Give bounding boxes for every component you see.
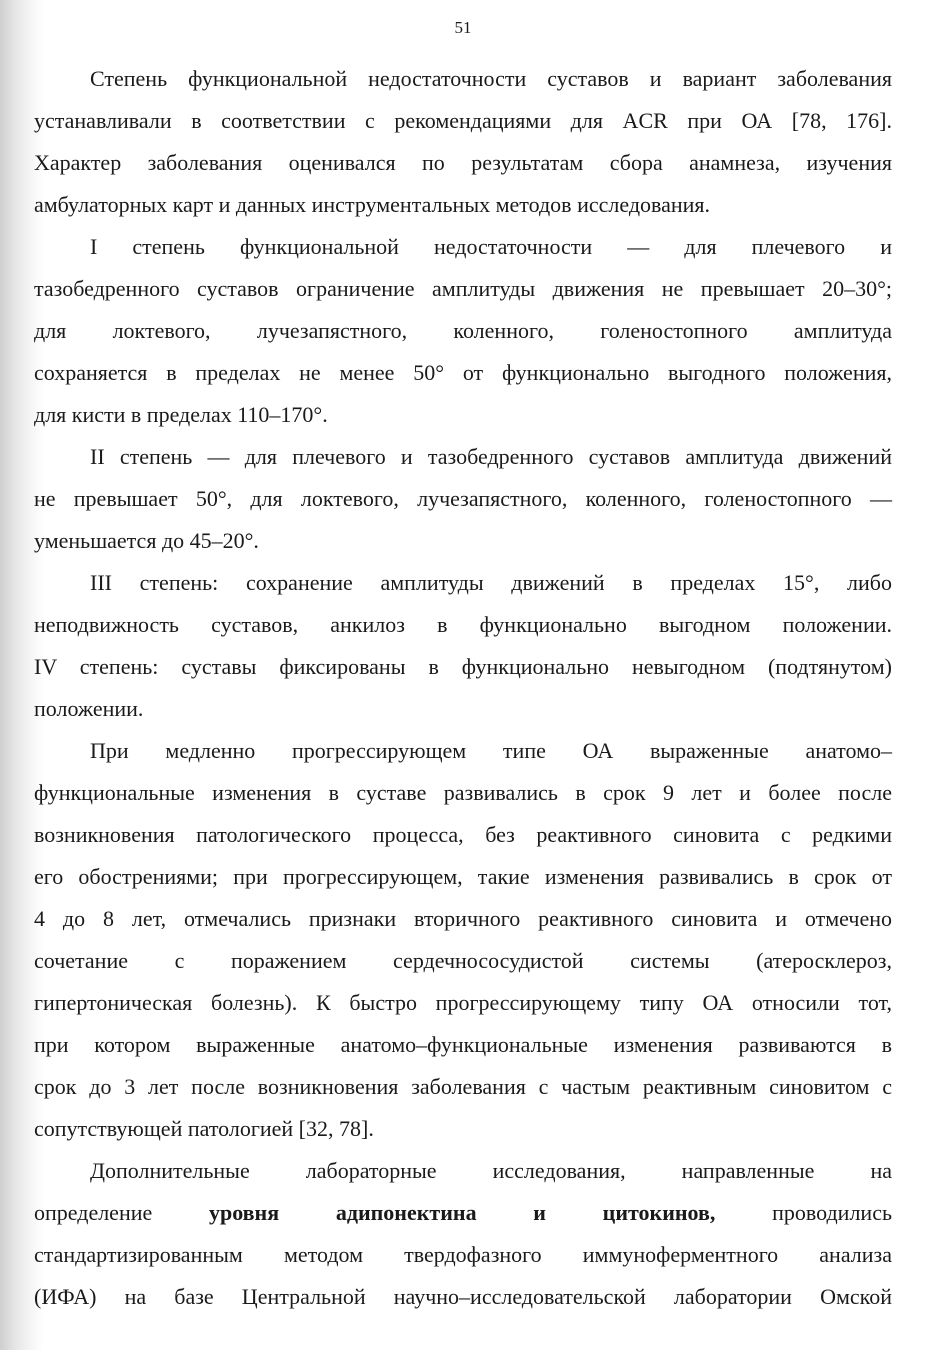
text-line: сопутствующей патологией [32, 78].: [34, 1116, 374, 1141]
text-line: неподвижность суставов, анкилоз в функционально выгодном положении.: [34, 612, 892, 637]
text-line: I степень функциональной недостаточности — для плечевого и: [90, 234, 892, 259]
document-body: [34, 58, 892, 1318]
text-span: проводились: [772, 1200, 892, 1225]
text-span: определение: [34, 1200, 153, 1225]
text-line: не превышает 50°, для локтевого, лучезапястного, коленного, голеностопного —: [34, 486, 892, 511]
paragraph-lab-research: [34, 1150, 892, 1318]
text-line: III степень: сохранение амплитуды движений в пределах 15°, либо: [90, 570, 892, 595]
text-line: сохраняется в пределах не менее 50° от функционально выгодного положения,: [34, 360, 892, 385]
paragraph-disease-types: [34, 730, 892, 1150]
text-line: для кисти в пределах 110–170°.: [34, 402, 328, 427]
paragraph-degree-2: [34, 436, 892, 562]
paragraph-assessment-method: [34, 58, 892, 226]
text-line: II степень — для плечевого и тазобедренного суставов амплитуда движений: [90, 444, 892, 469]
paragraph-degree-1: [34, 226, 892, 436]
text-line: [34, 1192, 892, 1234]
text-line: Характер заболевания оценивался по результатам сбора анамнеза, изучения: [34, 150, 892, 175]
text-line: (ИФА) на базе Центральной научно–исследовательской лаборатории Омской: [34, 1284, 892, 1309]
text-line: уменьшается до 45–20°.: [34, 528, 259, 553]
text-line: гипертоническая болезнь). К быстро прогрессирующему типу ОА относили тот,: [34, 990, 892, 1015]
text-line: устанавливали в соответствии с рекомендациями для ACR при ОА [78, 176].: [34, 108, 892, 133]
page-number: 51: [454, 18, 472, 37]
text-line: функциональные изменения в суставе развивались в срок 9 лет и более после: [34, 780, 892, 805]
text-line: срок до 3 лет после возникновения заболевания с частым реактивным синовитом с: [34, 1074, 892, 1099]
text-line: при котором выраженные анатомо–функциональные изменения развиваются в: [34, 1032, 892, 1057]
text-line: стандартизированным методом твердофазного иммуноферментного анализа: [34, 1242, 892, 1267]
text-line: IV степень: суставы фиксированы в функционально невыгодном (подтянутом): [34, 654, 892, 679]
paragraph-degree-3-4: [34, 562, 892, 730]
text-line: При медленно прогрессирующем типе ОА выраженные анатомо–: [90, 738, 892, 763]
text-line: тазобедренного суставов ограничение амплитуды движения не превышает 20–30°;: [34, 276, 892, 301]
text-line: для локтевого, лучезапястного, коленного, голеностопного амплитуда: [34, 318, 892, 343]
text-line: Дополнительные лабораторные исследования, направленные на: [90, 1158, 892, 1183]
text-line: Степень функциональной недостаточности суставов и вариант заболевания: [90, 66, 892, 91]
text-line: 4 до 8 лет, отмечались признаки вторичного реактивного синовита и отмечено: [34, 906, 892, 931]
text-line: возникновения патологического процесса, без реактивного синовита с редкими: [34, 822, 892, 847]
text-line: положении.: [34, 696, 144, 721]
text-line: амбулаторных карт и данных инструментальных методов исследования.: [34, 192, 711, 217]
text-line: сочетание с поражением сердечнососудистой системы (атеросклероз,: [34, 948, 892, 973]
text-line: его обострениями; при прогрессирующем, такие изменения развивались в срок от: [34, 864, 892, 889]
bold-emphasis: уровня адипонектина и цитокинов,: [208, 1200, 716, 1225]
